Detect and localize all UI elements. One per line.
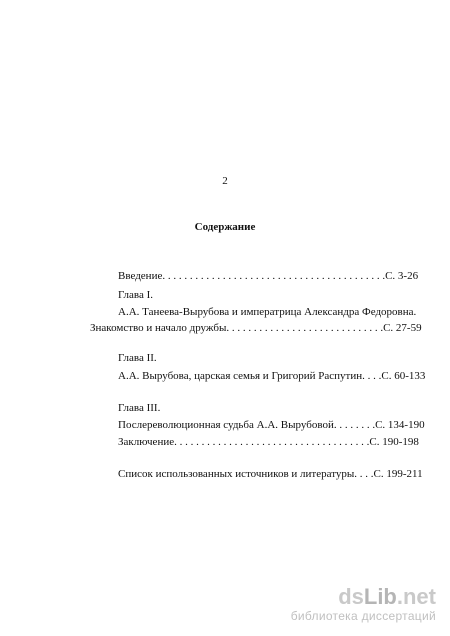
toc-leader-dots: . . . . . . . . . . . . . . . . . . . . . . . . . . . . . . . . . . . . — [174, 436, 370, 448]
toc-entry-conclusion-label: Заключение — [118, 436, 175, 448]
toc-chapter-2-entry — [118, 370, 425, 383]
toc-entry-intro — [118, 270, 418, 283]
toc-entry-intro-label: Введение — [118, 270, 163, 282]
toc-chapter-3-pages: С. 134-190 — [375, 419, 425, 431]
toc-leader-dots: . . . . . . . . . . . . . . . . . . . . . . . . . . . . . — [226, 322, 384, 334]
toc-entry-sources-pages: С. 199-211 — [373, 468, 423, 480]
toc-chapter-2-title: А.А. Вырубова, царская семья и Григорий Распутин — [118, 370, 363, 382]
toc-chapter-2-label: Глава II. — [118, 352, 157, 364]
toc-chapter-1-title-cont — [90, 322, 422, 335]
watermark-logo-ds: ds — [338, 584, 364, 609]
toc-leader-dots: . . . . . . . . — [333, 419, 376, 431]
toc-entry-conclusion-pages: С. 190-198 — [369, 436, 419, 448]
watermark — [291, 586, 436, 623]
toc-chapter-1-title-line2: Знакомство и начало дружбы — [90, 322, 227, 334]
toc-chapter-3-title: Послереволюционная судьба А.А. Вырубовой — [118, 419, 334, 431]
watermark-logo — [291, 586, 436, 608]
toc-chapter-1-pages: С. 27-59 — [383, 322, 422, 334]
toc-chapter-3-label: Глава III. — [118, 402, 161, 414]
page-number: 2 — [222, 175, 228, 187]
toc-leader-dots: . . . . — [354, 468, 374, 480]
toc-leader-dots: . . . . . . . . . . . . . . . . . . . . . . . . . . . . . . . . . . . . . . . . . — [162, 270, 386, 282]
watermark-logo-lib: Lib — [363, 584, 397, 609]
toc-entry-conclusion — [118, 436, 419, 449]
toc-entry-intro-pages: С. 3-26 — [385, 270, 419, 282]
toc-chapter-3-entry — [118, 419, 425, 432]
toc-chapter-1-title: А.А. Танеева-Вырубова и императрица Александра Федоровна. — [118, 306, 417, 318]
watermark-logo-net: .net — [396, 584, 436, 609]
toc-leader-dots: . . . . — [362, 370, 382, 382]
toc-chapter-2-pages: С. 60-133 — [381, 370, 426, 382]
toc-entry-sources-label: Список использованных источников и литературы — [118, 468, 355, 480]
watermark-subtitle: библиотека диссертаций — [290, 609, 436, 623]
toc-chapter-1-label: Глава I. — [118, 289, 153, 301]
toc-heading: Содержание — [194, 221, 256, 233]
toc-entry-sources — [118, 468, 423, 481]
